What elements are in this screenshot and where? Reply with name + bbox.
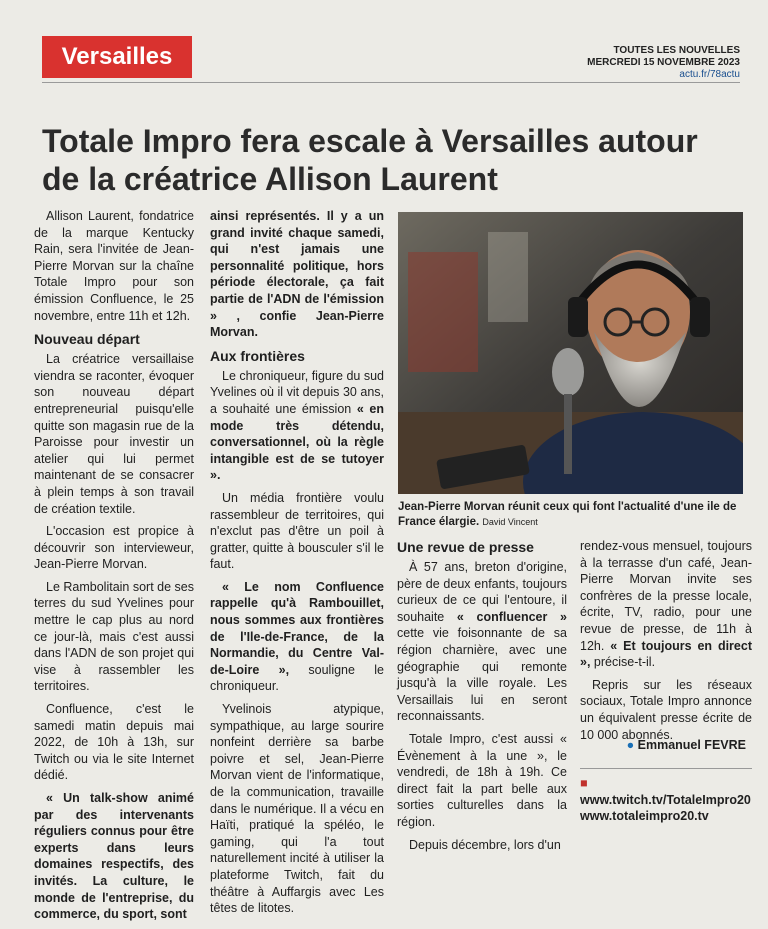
paragraph: Totale Impro, c'est aussi « Évènement à la une », le vendredi, de 18h à 19h. Ce direct fait la part belle aux sorties culturelles dans la région. [397, 731, 567, 829]
paragraph: Un média frontière voulu rassembleur de territoires, qui n'exclut pas d'être un poil à gratter, quitte à bousculer s'il le faut. [210, 490, 384, 572]
text-run: À 57 ans, breton d'origine, père de deux enfants, toujours curieux de ce qui l'entoure, il souhaite [397, 560, 567, 624]
text-run: rendez-vous mensuel, toujours à la terrasse d'un café, Jean-Pierre Morvan invite ses confrères de la presse locale, écrite, TV, radio, pour une revue de presse, de 11h à 12h. [580, 539, 752, 653]
header-rule [42, 82, 740, 83]
paragraph: Depuis décembre, lors d'un [409, 837, 561, 852]
twitch-link[interactable]: www.twitch.tv/TotaleImpro20 [580, 792, 751, 807]
text-run: précise-t-il. [593, 655, 656, 670]
text-run: Le chroniqueur, figure du sud Yvelines où il vit depuis 30 ans, a souhaité une émission [210, 368, 384, 416]
subhead-nouveau-depart: Nouveau départ [34, 331, 140, 348]
column-1 [34, 208, 194, 929]
author-name: Emmanuel FEVRE [637, 738, 746, 752]
column-4 [580, 538, 752, 749]
links-box [580, 768, 752, 825]
intro-paragraph: Allison Laurent, fondatrice de la marque Kentucky Rain, sera l'invitée de Jean-Pierre Morvan sur la chaîne Totale Impro pour son émission Confluence, le 25 novembre, entre 11h et 12h. [34, 209, 194, 323]
photo-credit: David Vincent [482, 517, 538, 527]
quote-text: « confluencer » [456, 609, 567, 624]
quote-text: « Un talk-show animé par des intervenants réguliers connus pour être experts dans leurs domaines respectifs, des invités. La culture, le monde de l'entreprise, du commerce, du sport, sont [34, 791, 194, 922]
photo-caption [398, 500, 743, 530]
caption-text: Jean-Pierre Morvan réunit ceux qui font l'actualité d'une ile de France élargie. [398, 501, 737, 528]
paragraph: Repris sur les réseaux sociaux, Totale Impro annonce un équivalent presse écrite de 10 000 abonnés. [580, 677, 752, 742]
article-title: Totale Impro fera escale à Versailles autour de la créatrice Allison Laurent [42, 123, 698, 197]
column-2 [210, 208, 384, 923]
subhead-aux-frontieres: Aux frontières [210, 347, 305, 364]
site-link[interactable]: actu.fr/78actu [679, 69, 740, 80]
text-run: souligne le chroniqueur. [210, 662, 384, 694]
paragraph: Confluence, c'est le samedi matin depuis mai 2022, de 10h à 13h, sur Twitch ou via le site Internet dédié. [34, 702, 194, 783]
paragraph: Yvelinois atypique, sympathique, au large sourire nonfeint derrière sa barbe poivre et sel, Jean-Pierre Morvan vient de l'informatique, de la communication, travaille dans le numérique. Il a vécu en Haïti, pratiqué la spéléo, le gaming, qui l'a tout naturellement incité à utiliser la plateforme Twitch, fait du théâtre à Auffargis avec Les têtes de litotes. [210, 702, 384, 916]
paragraph [210, 368, 384, 484]
article-photo [398, 212, 743, 494]
text-run: cette vie foisonnante de sa région charnière, avec une géographie qui remonte jusqu'à la ville royale. Les Versaillais lui en seront reconnaissants. [397, 626, 567, 724]
edition-name: TOUTES LES NOUVELLES [613, 45, 740, 56]
author-byline [627, 738, 746, 752]
website-link[interactable]: www.totaleimpro20.tv [580, 809, 709, 823]
quote-continuation [210, 208, 384, 341]
photo-illustration [398, 212, 743, 494]
quote-text: « en mode très détendu, conversationnel, où la règle intangible est de se tutoyer ». [210, 401, 385, 483]
section-tag: Versailles [42, 36, 192, 78]
square-bullet-icon: ■ [580, 776, 588, 790]
quote-text: ainsi représentés. Il y a un grand invité chaque samedi, qui n'est jamais une personnalité politique, hors période électorale, ça fait partie de l'ADN de l'émission » , confie Jean-Pierre Morvan. [210, 209, 384, 340]
paragraph: L'occasion est propice à découvrir son intervieweur, Jean-Pierre Morvan. [34, 524, 194, 572]
paragraph [210, 579, 384, 695]
bullet-dot-icon: ● [626, 738, 635, 752]
subhead-revue-de-presse: Une revue de presse [397, 539, 534, 555]
quote-paragraph [34, 790, 194, 923]
paragraph: Le Rambolitain sort de ses terres du sud Yvelines pour mettre le cap plus au nord ce jour-là, mais c'est aussi dans l'ADN de son projet qui vise à rassembler les territoires. [34, 579, 194, 694]
edition-date: MERCREDI 15 NOVEMBRE 2023 [587, 57, 740, 68]
paragraph [397, 559, 567, 725]
column-3 [397, 538, 567, 859]
paragraph: La créatrice versaillaise viendra se raconter, évoquer son nouveau départ entrepreneurial puisqu'elle quitte son magasin rue de la Paroisse pour investir un atelier qui lui permet maintenant de se consacrer à plein temps à son travail de création textile. [34, 352, 194, 516]
quote-text: « Et toujours en direct », [580, 638, 752, 670]
edition-info [587, 45, 740, 81]
paragraph [580, 538, 752, 671]
quote-text: « Le nom Confluence rappelle qu'à Rambouillet, nous sommes aux frontières de l'Ile-de-France, de la Normandie, du Centre Val-de-Loire », [210, 579, 384, 677]
